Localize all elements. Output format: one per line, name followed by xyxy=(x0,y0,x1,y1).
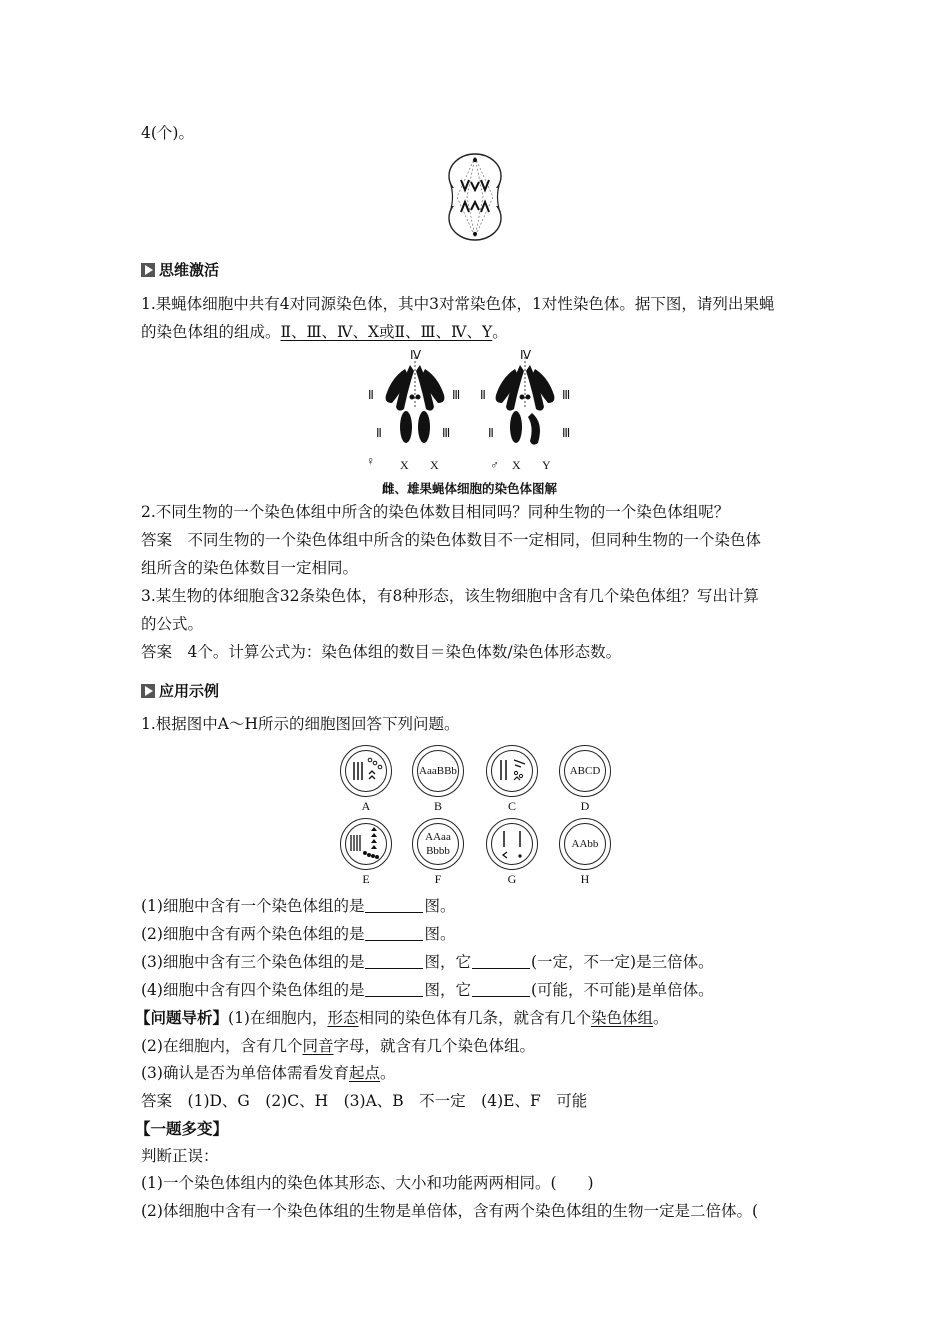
sub3-mid: 图，它 xyxy=(424,953,471,971)
sub3-end: (一定，不一定)是三倍体。 xyxy=(530,953,714,971)
cell-g xyxy=(486,818,538,870)
label-iii-female-top: Ⅲ xyxy=(452,388,461,402)
answer-label: 答案 xyxy=(141,531,173,549)
variant-label: 【一题多变】 xyxy=(135,1119,229,1138)
fly-figure-caption: 雌、雄果蝇体细胞的染色体图解 xyxy=(382,481,558,496)
dividing-cell-figure xyxy=(447,152,503,242)
label-x2-female: X xyxy=(430,458,439,472)
play-triangle-icon xyxy=(141,684,155,698)
cell-c xyxy=(486,745,538,797)
cell-h xyxy=(559,818,611,870)
guide1-underline-2: 染色体组 xyxy=(591,1009,654,1027)
q1-answer: Ⅱ、Ⅲ、Ⅳ、X或Ⅱ、Ⅲ、Ⅳ、Y xyxy=(280,323,493,341)
answer-2-line-1 xyxy=(141,530,761,550)
label-ii-male-top: Ⅱ xyxy=(480,388,486,402)
cell-a xyxy=(340,745,392,797)
cell-label-h: H xyxy=(580,872,590,886)
label-iv-male: Ⅳ xyxy=(520,348,532,362)
label-iii-male-top: Ⅲ xyxy=(562,388,571,402)
guide3-b: 。 xyxy=(379,1064,396,1082)
sub2-text: (2)细胞中含有两个染色体组的是 xyxy=(141,925,365,943)
q1-end: 。 xyxy=(492,323,508,341)
cell-f xyxy=(412,818,464,870)
answer-blank[interactable] xyxy=(365,982,423,997)
cell-d xyxy=(559,745,611,797)
cell-label-g: G xyxy=(507,872,517,886)
q1-prefix: 的染色体组的组成。 xyxy=(141,323,281,341)
cell-e xyxy=(340,818,392,870)
top-line: 4(个)。 xyxy=(141,124,194,142)
cell-d-genes: ABCD xyxy=(569,765,601,777)
label-iv-female: Ⅳ xyxy=(410,348,422,362)
question-3-line-2: 的公式。 xyxy=(141,615,204,633)
guide1-c: 。 xyxy=(653,1009,669,1027)
label-ii-male-bottom: Ⅱ xyxy=(488,426,494,440)
guide-line-1 xyxy=(135,1008,669,1028)
label-x-male: X xyxy=(512,458,521,472)
cell-label-b: B xyxy=(433,799,442,813)
sub-question-4 xyxy=(141,980,714,1000)
cell-f-genes: AAaa Bbbb xyxy=(425,831,451,857)
answer-3 xyxy=(141,642,621,662)
cell-h-genes: AAbb xyxy=(571,838,599,850)
sub-question-1 xyxy=(141,896,455,916)
sub2-end: 图。 xyxy=(424,925,456,943)
answer-blank[interactable] xyxy=(472,954,530,969)
question-1-line-2 xyxy=(141,322,508,342)
cell-label-c: C xyxy=(507,799,516,813)
label-x1-female: X xyxy=(400,458,409,472)
sub3-text: (3)细胞中含有三个染色体组的是 xyxy=(141,953,365,971)
guide2-a: (2)在细胞内，含有几个 xyxy=(141,1037,303,1055)
play-triangle-icon xyxy=(141,263,155,277)
guide3-a: (3)确认是否为单倍体需看发育 xyxy=(141,1064,349,1082)
answer-blank[interactable] xyxy=(472,982,530,997)
judge-item-1: (1)一个染色体组内的染色体其形态、大小和功能两两相同。( ) xyxy=(141,1174,594,1192)
sub-question-3 xyxy=(141,952,714,972)
label-ii-female-bottom: Ⅱ xyxy=(376,426,382,440)
cell-label-e: E xyxy=(362,872,370,886)
label-iii-male-bottom: Ⅲ xyxy=(562,426,571,440)
guide-line-2 xyxy=(141,1036,535,1056)
answer-blank[interactable] xyxy=(365,954,423,969)
female-chromosomes xyxy=(386,357,445,443)
answer-blank[interactable] xyxy=(365,926,423,941)
sub1-end: 图。 xyxy=(424,897,456,915)
question-1-line-1: 1.果蝇体细胞中共有4对同源染色体，其中3对常染色体，1对性染色体。据下图，请列出果蝇 xyxy=(141,295,775,313)
guide3-underline: 起点 xyxy=(348,1064,380,1082)
cell-b-genes: AaaBBb xyxy=(419,765,457,777)
sub-question-2 xyxy=(141,924,455,944)
guide1-underline-1: 形态 xyxy=(327,1009,359,1027)
guide2-b: 字母，就含有几个染色体组。 xyxy=(333,1037,535,1055)
section-header-application xyxy=(141,680,219,701)
guide1-a: (1)在细胞内， xyxy=(228,1009,328,1027)
answer-example-1 xyxy=(141,1091,587,1111)
fruit-fly-chromosome-figure xyxy=(362,347,588,475)
judge-item-2: (2)体细胞中含有一个染色体组的生物是单倍体，含有两个染色体组的生物一定是二倍体。( xyxy=(141,1202,759,1220)
label-ii-female-top: Ⅱ xyxy=(368,388,374,402)
section-title: 应用示例 xyxy=(159,682,220,700)
cell-label-d: D xyxy=(580,799,590,813)
sub1-text: (1)细胞中含有一个染色体组的是 xyxy=(141,897,365,915)
guide1-b: 相同的染色体有几条，就含有几个 xyxy=(358,1009,592,1027)
cell-label-a: A xyxy=(361,799,371,813)
question-2: 2.不同生物的一个染色体组中所含的染色体数目相同吗？同种生物的一个染色体组呢？ xyxy=(141,503,730,521)
answer-blank[interactable] xyxy=(365,898,423,913)
section-title: 思维激活 xyxy=(159,261,220,279)
answer-text: (1)D、G (2)C、H (3)A、B 不一定 (4)E、F 可能 xyxy=(187,1092,588,1110)
section-header-thinking xyxy=(141,259,219,280)
female-symbol: ♀ xyxy=(366,454,375,468)
answer-2-line-2: 组所含的染色体数目一定相同。 xyxy=(141,559,359,577)
label-iii-female-bottom: Ⅲ xyxy=(442,426,451,440)
example-1: 1.根据图中A～H所示的细胞图回答下列问题。 xyxy=(141,715,460,733)
guide-label: 【问题导析】 xyxy=(135,1008,229,1027)
cell-label-f: F xyxy=(434,872,442,886)
answer-label: 答案 xyxy=(141,643,173,661)
judge-label: 判断正误： xyxy=(141,1147,219,1165)
sub4-mid: 图，它 xyxy=(424,981,471,999)
guide2-underline: 同音 xyxy=(302,1037,334,1055)
male-chromosomes xyxy=(496,357,555,445)
sub4-end: (可能，不可能)是单倍体。 xyxy=(530,981,714,999)
sub4-text: (4)细胞中含有四个染色体组的是 xyxy=(141,981,365,999)
male-symbol: ♂ xyxy=(490,458,499,472)
answer-3-text: 4个。计算公式为：染色体组的数目＝染色体数/染色体形态数。 xyxy=(187,643,622,661)
guide-line-3 xyxy=(141,1063,396,1083)
answer-2-text: 不同生物的一个染色体组中所含的染色体数目不一定相同，但同种生物的一个染色体 xyxy=(187,531,762,549)
question-3-line-1: 3.某生物的体细胞含32条染色体，有8种形态，该生物细胞中含有几个染色体组？写出计算 xyxy=(141,587,759,605)
label-y-male: Y xyxy=(542,458,551,472)
answer-label: 答案 xyxy=(141,1092,173,1110)
cell-b xyxy=(412,745,464,797)
